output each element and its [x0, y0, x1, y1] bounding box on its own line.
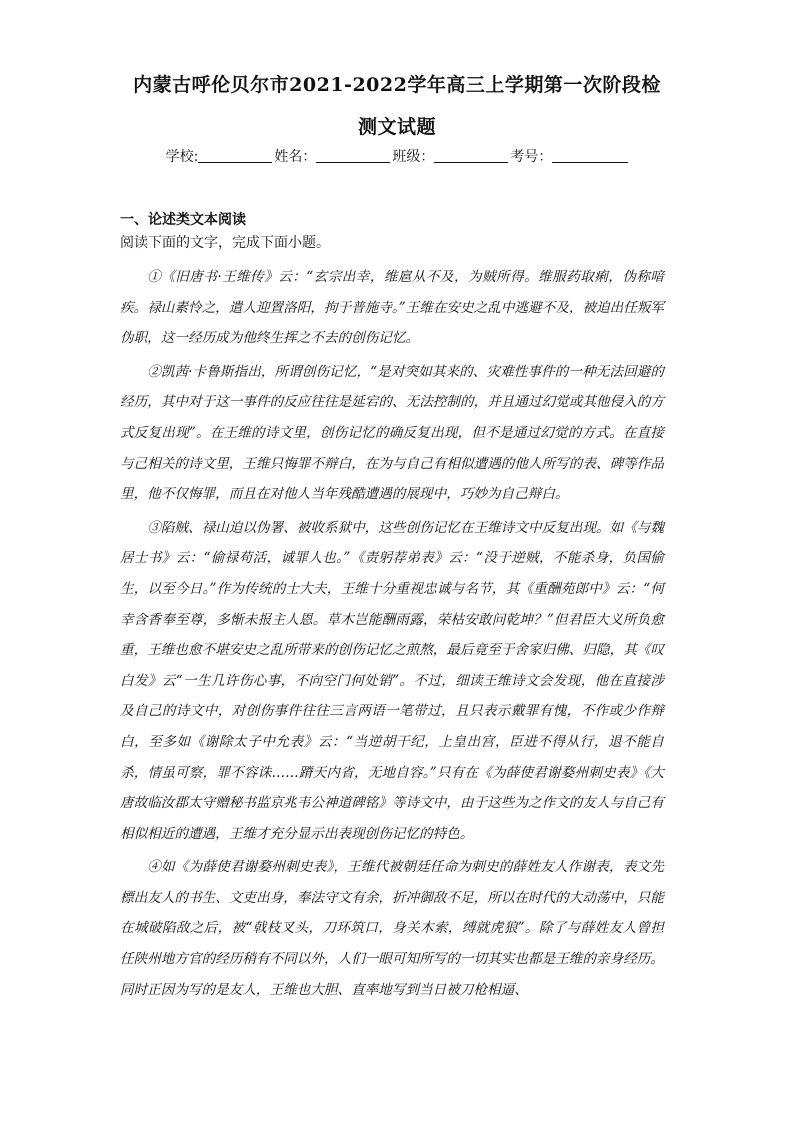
passage-paragraph-1: ①《旧唐书·王维传》云：“玄宗出幸，维扈从不及，为贼所得。维服药取痢，伪称喑疾。禄山素怜之，遣人迎置洛阳，拘于普施寺。”王维在安史之乱中逃避不及，被迫出任叛军伪职，这一经历成为他终生挥之不去的创伤记忆。 — [120, 269, 664, 347]
exam-number-blank — [552, 149, 628, 163]
document-title-line-1: 内蒙古呼伦贝尔市2021-2022学年高三上学期第一次阶段检 — [133, 74, 661, 96]
passage-paragraph-4: ④如《为薛使君谢婺州刺史表》，王维代被朝廷任命为刺史的薛姓友人作谢表，表文先標出友人的书生、文吏出身，奉法守文有余，折冲御敌不足，所以在时代的大动荡中，只能在城破陷敌之后，被“戟枝叉头，刀环筑口，身关木索，缚就虎狼”。除了与薛姓友人曾担任陕州地方官的经历稍有不同以外，人们一眼可知所写的一切其实也都是王维的亲身经历。同时正因为写的是友人，王维也大胆、直率地写到当日被刀枪相逼、 — [120, 859, 664, 998]
name-label: 姓名： — [274, 149, 317, 165]
document-title-line-2: 测文试题 — [357, 116, 436, 138]
exam-number-label: 考号： — [510, 149, 553, 165]
passage-paragraph-3: ③陷贼、禄山迫以伪署、被收系狱中，这些创伤记忆在王维诗文中反复出现。如《与魏居士书》云：“偷禄苟活，诚罪人也。”《责躬荐弟表》云：“没于逆贼，不能杀身，负国偷生，以至今日。”作为传统的士大夫，王维十分重视忠诚与名节，其《重酬苑郎中》云：“何幸含香奉至尊，多惭未报主人恩。草木岂能酬雨露，荣枯安敢问乾坤？”但君臣大义所负愈重，王维也愈不堪安史之乱所带来的创伤记忆之煎熬，最后竟至于舍家归佛、归隐，其《叹白发》云“一生几许伤心事，不向空门何处销”。不过，细读王维诗文会发现，他在直接涉及自己的诗文中，对创伤事件往往三言两语一笔带过，且只表示戴罪有愧，不作或少作辩白，至多如《谢除太子中允表》云：“当逆胡干纪，上皇出宫，臣进不得从行，退不能自杀，情虽可察，罪不容诛……蹐天内省，无地自容。”只有在《为薛使君谢婺州刺史表》《大唐故临汝郡太守赠秘书监京兆韦公神道碑铭》等诗文中，由于这些为之作文的友人与自己有相似相近的遭遇，王维才充分显示出表现创伤记忆的特色。 — [120, 519, 664, 842]
passage-body — [120, 262, 664, 1005]
class-blank — [434, 149, 508, 163]
school-blank — [198, 149, 272, 163]
class-label: 班级： — [392, 149, 435, 165]
student-info-line — [0, 146, 794, 166]
passage-paragraph-2: ②凯茜·卡鲁斯指出，所谓创伤记忆，“是对突如其来的、灾难性事件的一种无法回避的经历，其中对于这一事件的反应往往是延宕的、无法控制的，并且通过幻觉或其他侵入的方式反复出现”。在王维的诗文里，创伤记忆的确反复出现，但不是通过幻觉的方式。在直接与己相关的诗文里，王维只悔罪不辩白，在为与自己有相似遭遇的他人所写的表、碑等作品里，他不仅悔罪，而且在对他人当年残酷遭遇的展现中，巧妙为自己辩白。 — [120, 363, 664, 503]
name-blank — [316, 149, 390, 163]
reading-instruction: 阅读下面的文字，完成下面小题。 — [120, 235, 330, 251]
section-heading: 一、论述类文本阅读 — [120, 212, 246, 228]
school-label: 学校: — [165, 149, 199, 165]
